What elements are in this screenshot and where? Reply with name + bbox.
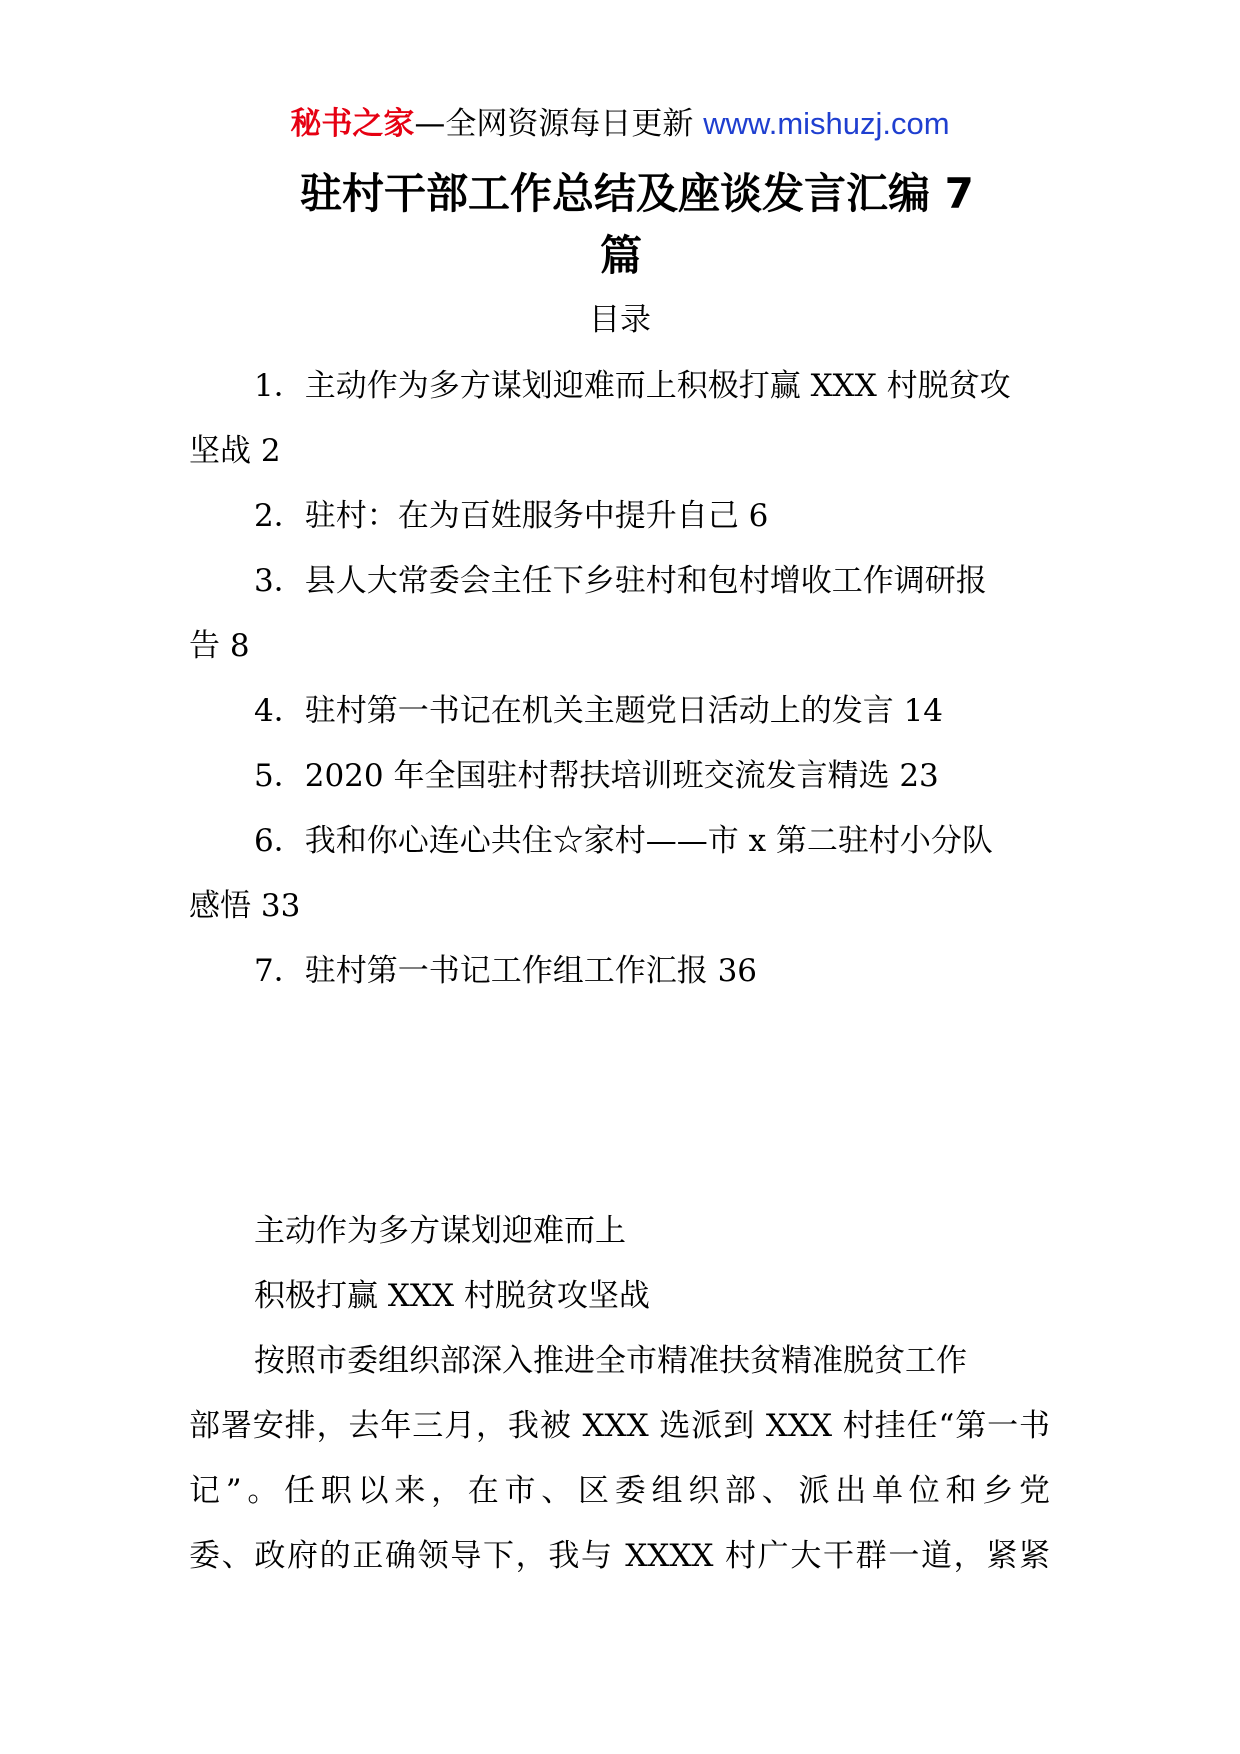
toc-heading: 目录 <box>589 302 651 338</box>
site-header <box>0 104 1240 144</box>
header-slogan: —全网资源每日更新 <box>414 106 694 142</box>
body-paragraph-line-3: 记”。任职以来，在市、区委组织部、派出单位和乡党 <box>189 1473 1050 1509</box>
document-title-line-2: 篇 <box>600 231 643 280</box>
body-paragraph-line-2: 部署安排，去年三月，我被 XXX 选派到 XXX 村挂任“第一书 <box>189 1408 1050 1444</box>
section-heading-1: 主动作为多方谋划迎难而上 <box>254 1213 626 1249</box>
toc-item-6-cont[interactable]: 感悟 33 <box>189 888 301 924</box>
document-title-line-1: 驻村干部工作总结及座谈发言汇编 7 <box>300 169 974 218</box>
toc-item-3-cont[interactable]: 告 8 <box>189 628 250 664</box>
toc-item-2[interactable]: 2．驻村：在为百姓服务中提升自己 6 <box>254 498 769 534</box>
section-heading-2: 积极打赢 XXX 村脱贫攻坚战 <box>254 1278 650 1314</box>
body-paragraph-line-1: 按照市委组织部深入推进全市精准扶贫精准脱贫工作 <box>254 1343 967 1379</box>
toc-item-1-cont[interactable]: 坚战 2 <box>189 433 281 469</box>
brand-name: 秘书之家 <box>290 106 415 142</box>
document-title <box>300 163 1060 287</box>
toc-item-5[interactable]: 5．2020 年全国驻村帮扶培训班交流发言精选 23 <box>254 758 939 794</box>
toc-item-1[interactable]: 1．主动作为多方谋划迎难而上积极打赢 XXX 村脱贫攻 <box>254 368 1011 404</box>
body-paragraph-line-4: 委、政府的正确领导下，我与 XXXX 村广大干群一道，紧紧 <box>189 1538 1050 1574</box>
toc-item-3[interactable]: 3．县人大常委会主任下乡驻村和包村增收工作调研报 <box>254 563 987 599</box>
toc-item-7[interactable]: 7．驻村第一书记工作组工作汇报 36 <box>254 953 758 989</box>
site-url-link[interactable]: www.mishuzj.com <box>703 106 950 141</box>
toc-item-6[interactable]: 6．我和你心连心共住☆家村——市 x 第二驻村小分队 <box>254 823 993 859</box>
toc-item-4[interactable]: 4．驻村第一书记在机关主题党日活动上的发言 14 <box>254 693 944 729</box>
